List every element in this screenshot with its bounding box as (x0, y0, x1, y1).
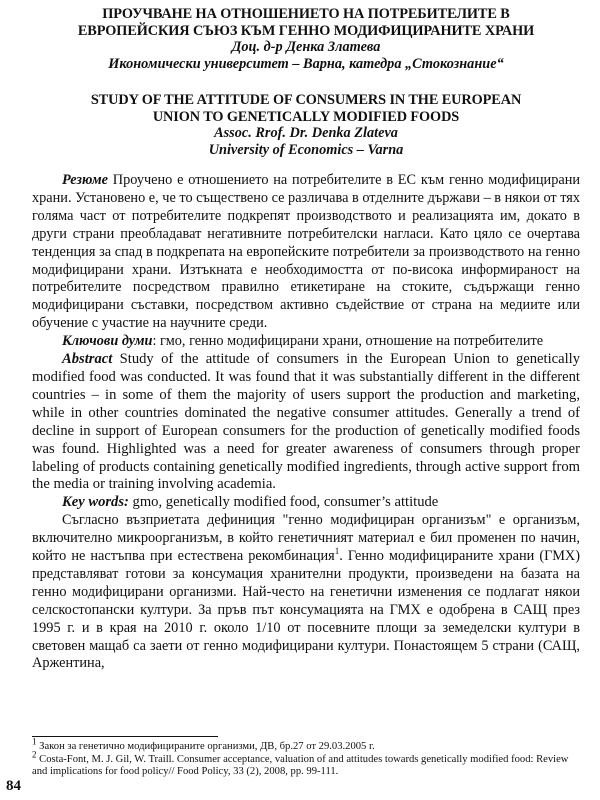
title-bg-line2: ЕВРОПЕЙСКИЯ СЪЮЗ КЪМ ГЕННО МОДИФИЦИРАНИТЕ ХРАНИ (77, 22, 535, 39)
title-bg-line1: ПРОУЧВАНЕ НА ОТНОШЕНИЕТО НА ПОТРЕБИТЕЛИТЕ В (102, 6, 510, 22)
main-text-part1: Съгласно възприетата дефиниция "генно модифициран организъм" е организъм, включително микроорганизъм, в който генетичният материал е бил променен по начин, който не настъпва при естествена рекомбинация (32, 512, 580, 565)
affiliation-bg: Икономически университет – Варна, катедра „Стокознание“ (108, 56, 504, 72)
main-text-part2: . Генно модифицираните храни (ГМХ) представляват готови за консумация хранителни продукти, произведени на базата на генно модифицирани организми. Най-често на генетични изменения се подлагат някои селскостопански култури. За пръв път консумацията на ГМХ е одобрена в САЩ през 1995 г. и в края на 2010 г. около 1/10 от посевните площи за земеделски култури в световен мащаб са заети от генно модифицирани култури. Понастоящем 5 страни (САЩ, Аржентина, (32, 548, 580, 672)
main-paragraph (32, 512, 580, 673)
footnote-2 (32, 749, 580, 779)
resume-paragraph (32, 172, 580, 333)
keywords-en-label: Key words: (62, 494, 129, 511)
footnote-text-1: Закон за генетично модифицираните организми, ДВ, бр.27 от 29.03.2005 г. (36, 741, 375, 752)
resume-label: Резюме (62, 172, 108, 188)
author-en: Assoc. Rrof. Dr. Denka Zlateva (214, 125, 398, 141)
footnotes (32, 736, 580, 779)
footnote-ref-1[interactable]: 1 (334, 546, 340, 557)
footnote-divider (32, 736, 218, 737)
footnote-mark-2: 2 (32, 749, 37, 760)
resume-text: Проучено е отношението на потребителите в ЕС към генно модифицирани храни. Установено е, че то съществено се различава в отделните държави – в някои от тях голяма част от потребителите подкрепят производството и реализацията им, докато в други страни преобладават негативните потребителски нагласи. Като цяло се очертава тенденция за спад в подкрепата на европейските потребители за производството на генно модифицирани храни. Изтъкната е необходимостта от по-висока информираност на потребителите посредством правилно етикетиране на стоките, съдържащи генно модифицирани съставки, посредством активно съдействие от страна на медиите или обучение с участие на научните среди. (32, 172, 581, 332)
keywords-bg-paragraph (32, 333, 580, 351)
footnote-1 (32, 736, 580, 754)
title-en-line2: UNION TO GENETICALLY MODIFIED FOODS (152, 108, 460, 125)
keywords-bg-label: Ключови думи (62, 333, 153, 350)
keywords-en-paragraph (32, 494, 580, 512)
page-content (32, 6, 580, 673)
page-number: 84 (6, 778, 21, 794)
affiliation-en: University of Economics – Varna (208, 142, 404, 158)
abstract-label: Abstract (62, 351, 113, 368)
footnote-text-2: Costa-Font, M. J. Gil, W. Traill. Consumer acceptance, valuation of and attitudes towards genetically modified food: Review and implications for food policy// Food Policy, 33 (2), 2008, pp. 99-111. (32, 753, 569, 778)
keywords-en-text: gmo, genetically modified food, consumer’s attitude (128, 494, 439, 511)
footnote-mark-1: 1 (32, 736, 37, 747)
keywords-bg-text: : гмо, генно модифицирани храни, отношение на потребителите (152, 333, 544, 350)
abstract-paragraph (32, 351, 580, 494)
title-en-line1: STUDY OF THE ATTITUDE OF CONSUMERS IN THE EUROPEAN (90, 92, 522, 108)
abstract-text: Study of the attitude of consumers in the European Union to genetically modified food was conducted. It was found that it was substantially different in the different countries – in some of them the majority of users support the production and marketing, while in other countries dominated the negative consumer attitudes. Generally a trend of decline in support of European consumers for the production of genetically modified foods was found. Highlighted was a need for greater awareness of consumers through proper labeling of products containing genetically modified ingredients, through active support from the media or training involving academia. (32, 351, 580, 493)
article-body (32, 172, 580, 673)
author-bg: Доц. д-р Денка Златева (231, 39, 381, 55)
